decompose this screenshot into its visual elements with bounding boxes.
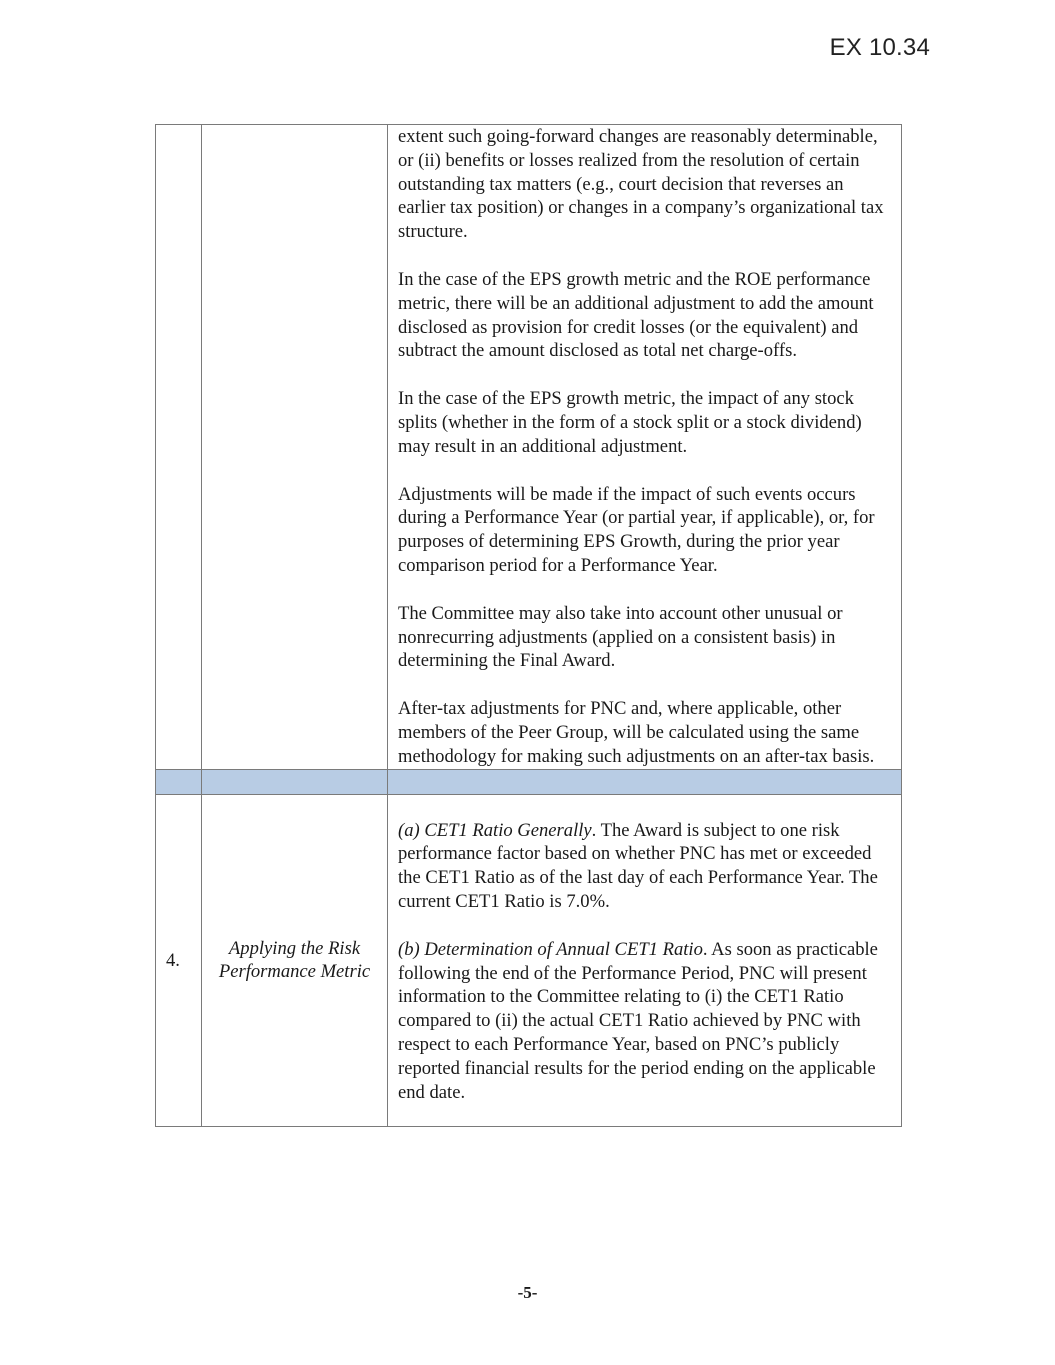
exhibit-label: EX 10.34 bbox=[829, 34, 930, 61]
paragraph-b-body: . As soon as practicable following the end of the Performance Period, PNC will present information to the Committee relating to (i) the CET1 Ratio compared to (ii) the actual CET1 Ratio achieved by PNC with respect to each Performance Year, based on PNC’s publicly reported financial results for the period ending on the applicable end date. bbox=[398, 938, 878, 1103]
shaded-cell bbox=[202, 769, 388, 794]
paragraph-b-heading: (b) Determination of Annual CET1 Ratio bbox=[398, 938, 703, 960]
section-number: 4. bbox=[156, 794, 202, 1127]
paragraph-adjustment-timing: Adjustments will be made if the impact of such events occurs during a Performance Year (or partial year, if applicable), or, for purposes of determining EPS Growth, during the prior year comparison period for a Performance Year. bbox=[398, 483, 875, 576]
shaded-separator-row bbox=[156, 769, 902, 794]
paragraph-credit-losses: In the case of the EPS growth metric and the ROE performance metric, there will be an additional adjustment to add the amount disclosed as provision for credit losses (or the equivalent) and subtract the amount disclosed as total net charge-offs. bbox=[398, 268, 874, 362]
shaded-cell bbox=[388, 769, 902, 794]
table-row-continuation bbox=[156, 125, 902, 770]
indented-continuation-text: extent such going-forward changes are reasonably determinable, or (ii) benefits or losses realized from the resolution of certain outstanding tax matters (e.g., court decision that reverses an earlier tax position) or changes in a company’s organizational tax structure. bbox=[398, 126, 884, 243]
terms-table bbox=[155, 124, 902, 1127]
paragraph-stock-splits: In the case of the EPS growth metric, the impact of any stock splits (whether in the form of a stock split or a stock dividend) may result in an additional adjustment. bbox=[398, 388, 862, 457]
paragraph-after-tax: After-tax adjustments for PNC and, where applicable, other members of the Peer Group, will be calculated using the same methodology for making such adjustments on an after-tax basis. bbox=[398, 698, 875, 767]
label-cell-empty bbox=[202, 125, 388, 770]
paragraph-committee-adjustments: The Committee may also take into account other unusual or nonrecurring adjustments (applied on a consistent basis) in determining the Final Award. bbox=[398, 602, 843, 672]
content-cell-continuation bbox=[388, 125, 902, 770]
page-number: -5- bbox=[517, 1283, 538, 1302]
number-cell-empty bbox=[156, 125, 202, 770]
paragraph-a-body: . The Award is subject to one risk performance factor based on whether PNC has met or exceeded the CET1 Ratio as of the last day of each Performance Year. The current CET1 Ratio is 7.0%. bbox=[398, 819, 878, 912]
table-row-section-4 bbox=[156, 794, 902, 1127]
paragraph-a-heading: (a) CET1 Ratio Generally bbox=[398, 819, 592, 841]
section-title: Applying the Risk Performance Metric bbox=[202, 794, 388, 1127]
content-cell-section-4 bbox=[388, 794, 902, 1127]
paragraph-cet1-determination bbox=[398, 938, 891, 1105]
paragraph-cet1-generally bbox=[398, 819, 891, 914]
shaded-cell bbox=[156, 769, 202, 794]
